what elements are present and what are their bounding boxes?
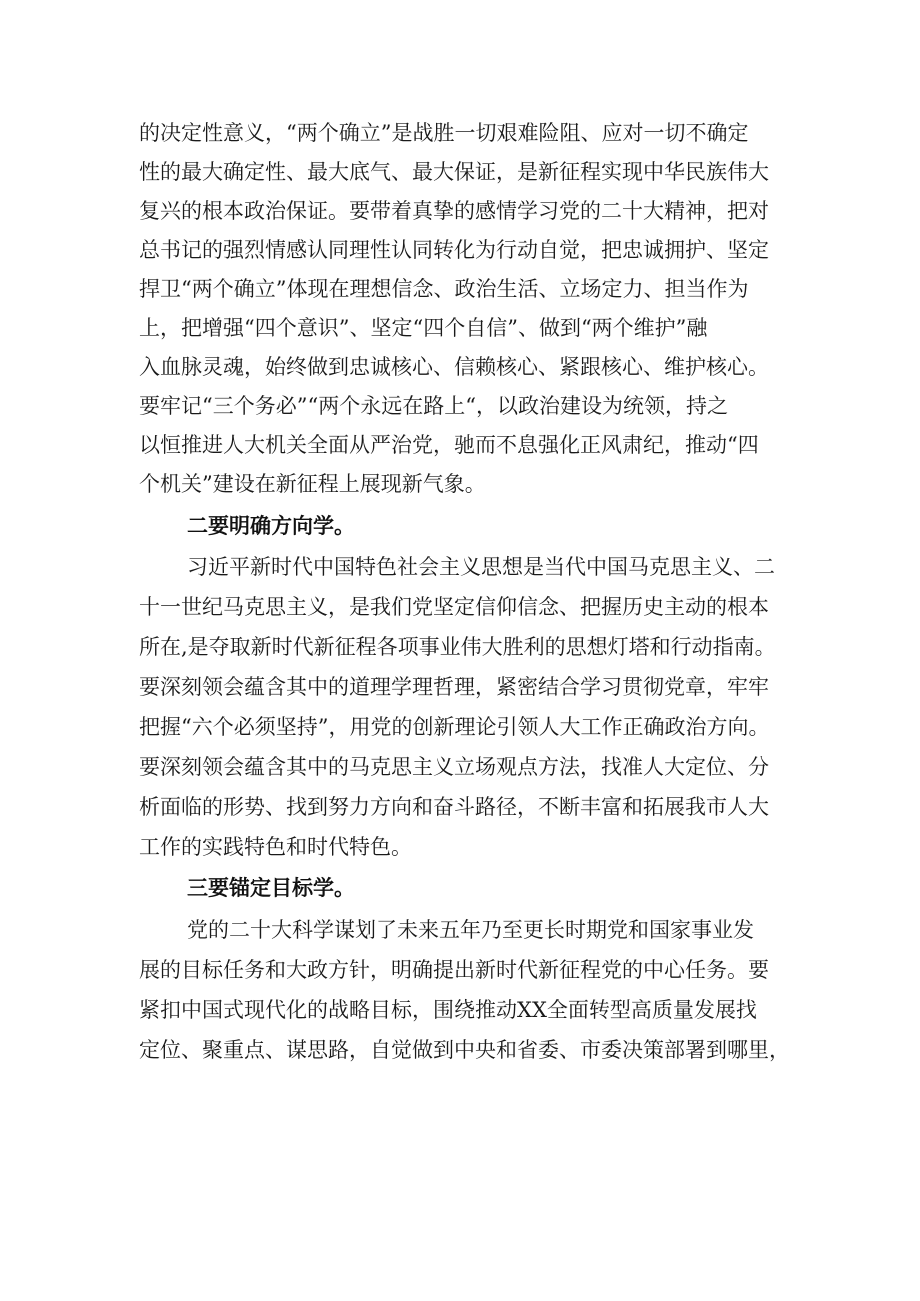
paragraph-line: 的决定性意义，“两个确立”是战胜一切艰难险阻、应对一切不确定 bbox=[139, 121, 749, 145]
paragraph-line: 要牢记“三个务必”“两个永远在路上“，以政治建设为统领，持之 bbox=[139, 394, 728, 418]
paragraph-line: 紧扣中国式现代化的战略目标，围绕推动XX全面转型高质量发展找 bbox=[139, 998, 757, 1022]
paragraph-line: 以恒推进人大机关全面从严治党，驰而不息强化正风肃纪，推动“四 bbox=[139, 433, 759, 457]
paragraph-line: 要深刻领会蕴含其中的道理学理哲理，紧密结合学习贯彻党章，牢牢 bbox=[139, 675, 769, 699]
paragraph-line: 析面临的形势、找到努力方向和奋斗路径，不断丰富和拓展我市人大 bbox=[139, 795, 769, 819]
paragraph-line: 把握“六个必须坚持”，用党的创新理论引领人大工作正确政治方向。 bbox=[139, 715, 770, 739]
paragraph-line: 十一世纪马克思主义，是我们党坚定信仰信念、把握历史主动的根本 bbox=[139, 595, 769, 619]
paragraph-line: 习近平新时代中国特色社会主义思想是当代中国马克思主义、二 bbox=[187, 555, 775, 579]
paragraph-line: 定位、聚重点、谋思路，自觉做到中央和省委、市委决策部署到哪里， bbox=[139, 1038, 790, 1062]
paragraph-line: 党的二十大科学谋划了未来五年乃至更长时期党和国家事业发 bbox=[187, 918, 754, 942]
paragraph-line: 展的目标任务和大政方针，明确提出新时代新征程党的中心任务。要 bbox=[139, 958, 769, 982]
paragraph-line: 性的最大确定性、最大底气、最大保证，是新征程实现中华民族伟大 bbox=[139, 160, 769, 184]
section-heading: 二要明确方向学。 bbox=[187, 514, 355, 538]
paragraph-line: 个机关”建设在新征程上展现新气象。 bbox=[139, 472, 486, 496]
paragraph-line: 上，把增强“四个意识”、坚定“四个自信”、做到“两个维护”融 bbox=[139, 316, 708, 340]
paragraph-line: 捍卫“两个确立”体现在理想信念、政治生活、立场定力、担当作为 bbox=[139, 277, 749, 301]
paragraph-line: 入血脉灵魂，始终做到忠诚核心、信赖核心、紧跟核心、维护核心。 bbox=[139, 355, 769, 379]
section-heading: 三要锚定目标学。 bbox=[187, 876, 355, 900]
paragraph-line: 所在,是夺取新时代新征程各项事业伟大胜利的思想灯塔和行动指南。 bbox=[139, 635, 776, 659]
paragraph-line: 总书记的强烈情感认同理性认同转化为行动自觉，把忠诚拥护、坚定 bbox=[139, 238, 769, 262]
paragraph-line: 要深刻领会蕴含其中的马克思主义立场观点方法，找准人大定位、分 bbox=[139, 755, 769, 779]
paragraph-line: 工作的实践特色和时代特色。 bbox=[139, 835, 412, 859]
paragraph-line: 复兴的根本政治保证。要带着真挚的感情学习党的二十大精神，把对 bbox=[139, 199, 769, 223]
